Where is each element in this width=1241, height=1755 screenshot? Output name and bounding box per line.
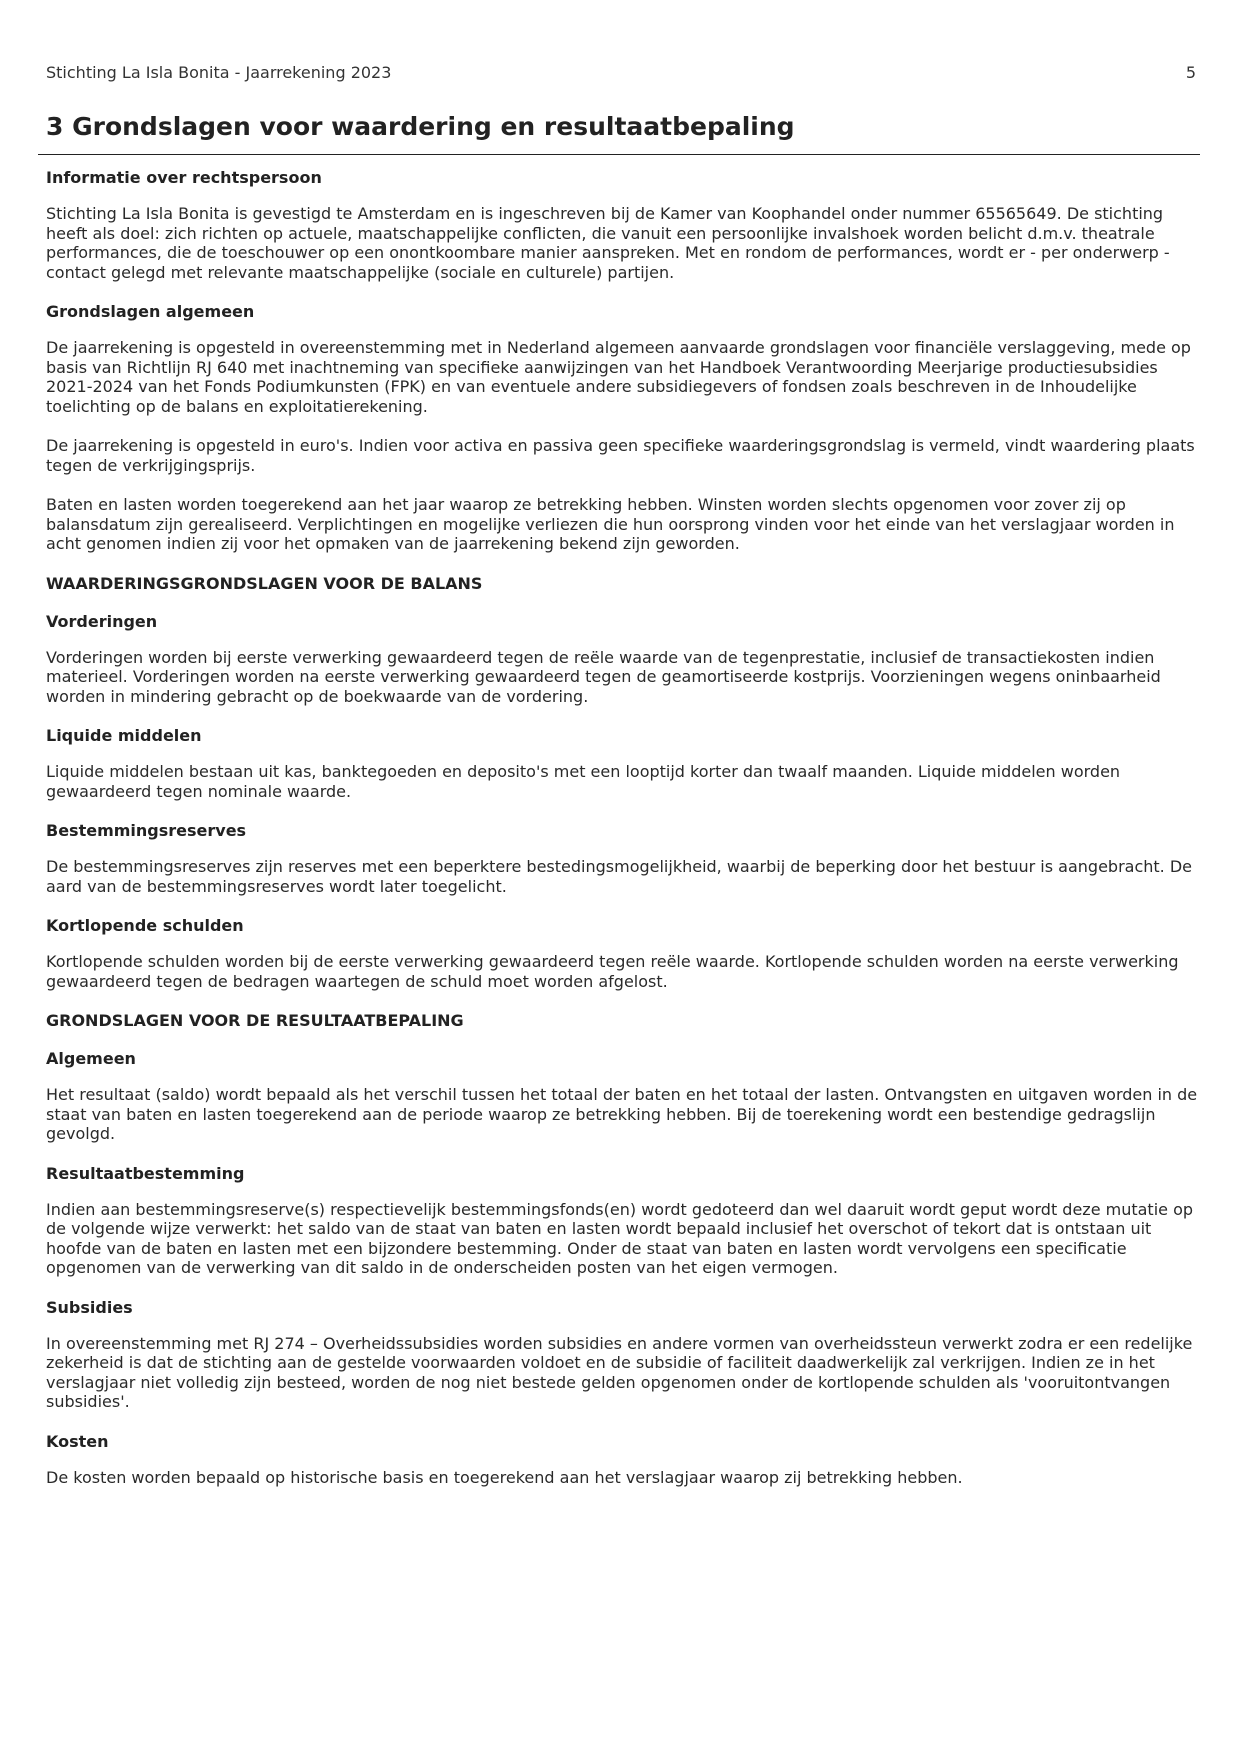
paragraph-resultaatbestemming: Indien aan bestemmingsreserve(s) respectievelijk bestemmingsfonds(en) wordt gedoteerd dan wel daaruit wordt geput wordt deze mutatie op de volgende wijze verwerkt: het saldo van de staat van baten en lasten wordt bepaald inclusief het overschot of tekort dat is ontstaan uit hoofde van de baten en lasten met een bijzondere bestemming. Onder de staat van baten en lasten wordt vervolgens een specificatie opgenomen van de verwerking van dit saldo in de onderscheiden posten van het eigen vermogen.	[46, 1199, 1194, 1277]
paragraph-subsidies: In overeenstemming met RJ 274 – Overheidssubsidies worden subsidies en andere vormen van overheidssteun verwerkt zodra er een redelijke zekerheid is dat de stichting aan de gestelde voorwaarden voldoet en de subsidie of faciliteit daadwerkelijk zal verkrijgen. Indien ze in het verslagjaar niet volledig zijn besteed, worden de nog niet bestede gelden opgenomen onder de kortlopende schulden als 'vooruitontvangen subsidies'.	[46, 1333, 1193, 1411]
paragraph-algemeen-1: De jaarrekening is opgesteld in overeenstemming met in Nederland algemeen aanvaarde grondslagen voor financiële verslaggeving, mede op basis van Richtlijn RJ 640 met inachtneming van specifieke aanwijzingen van het Handboek Verantwoording Meerjarige productiesubsidies 2021-2024 van het Fonds Podiumkunsten (FPK) en van eventuele andere subsidiegevers of fondsen zoals beschreven in de Inhoudelijke toelichting op de balans en exploitatierekening.	[46, 338, 1191, 416]
heading-grondslagen-algemeen: Grondslagen algemeen	[46, 302, 255, 321]
heading-resultaatbestemming: Resultaatbestemming	[46, 1163, 245, 1183]
heading-vorderingen: Vorderingen	[46, 611, 158, 631]
paragraph-liquide-middelen: Liquide middelen bestaan uit kas, banktegoeden en deposito's met een looptijd korter dan twaalf maanden. Liquide middelen worden gewaardeerd tegen nominale waarde.	[46, 762, 1121, 801]
paragraph-resultaat-algemeen: Het resultaat (saldo) wordt bepaald als het verschil tussen het totaal der baten en het totaal der lasten. Ontvangsten en uitgaven worden in de staat van baten en lasten toegerekend aan de periode waarop ze betrekking hebben. Bij de toerekening wordt een bestendige gedragslijn gevolgd.	[46, 1085, 1198, 1143]
paragraph-algemeen-2: De jaarrekening is opgesteld in euro's. Indien voor activa en passiva geen specifieke waarderingsgrondslag is vermeld, vindt waardering plaats tegen de verkrijgingsprijs.	[46, 436, 1195, 475]
heading-kortlopende-schulden: Kortlopende schulden	[46, 916, 244, 935]
page-number: 5	[1185, 63, 1196, 82]
heading-liquide-middelen: Liquide middelen	[46, 726, 202, 745]
paragraph-rechtspersoon: Stichting La Isla Bonita is gevestigd te Amsterdam en is ingeschreven bij de Kamer van Koophandel onder nummer 65565649. De stichting heeft als doel: zich richten op actuele, maatschappelijke conflicten, die vanuit een persoonlijke invalshoek worden belicht d.m.v. theatrale performances, die de toeschouwer op een onontkoombare manier aanspreken. Met en rondom de performances, wordt er - per onderwerp - contact gelegd met relevante maatschappelijke (sociale en culturele) partijen.	[46, 204, 1170, 282]
document-body	[46, 168, 1206, 1507]
title-divider	[38, 154, 1200, 155]
document-title: Stichting La Isla Bonita - Jaarrekening 2023	[46, 63, 392, 82]
heading-kosten: Kosten	[46, 1431, 109, 1451]
paragraph-kortlopende-schulden: Kortlopende schulden worden bij de eerste verwerking gewaardeerd tegen reële waarde. Kortlopende schulden worden na eerste verwerking gewaardeerd tegen de bedragen waartegen de schuld moet worden afgelost.	[46, 952, 1179, 991]
paragraph-kosten: De kosten worden bepaald op historische basis en toegerekend aan het verslagjaar waarop zij betrekking hebben.	[46, 1467, 963, 1487]
heading-bestemmingsreserves: Bestemmingsreserves	[46, 821, 247, 840]
paragraph-bestemmingsreserves: De bestemmingsreserves zijn reserves met een beperktere bestedingsmogelijkheid, waarbij de beperking door het bestuur is aangebracht. De aard van de bestemmingsreserves wordt later toegelicht.	[46, 857, 1192, 896]
chapter-title: 3 Grondslagen voor waardering en resultaatbepaling	[46, 112, 795, 141]
heading-grondslagen-resultaatbepaling: GRONDSLAGEN VOOR DE RESULTAATBEPALING	[46, 1011, 464, 1030]
paragraph-vorderingen: Vorderingen worden bij eerste verwerking gewaardeerd tegen de reële waarde van de tegenprestatie, inclusief de transactiekosten indien materieel. Vorderingen worden na eerste verwerking gewaardeerd tegen de geamortiseerde kostprijs. Voorzieningen wegens oninbaarheid worden in mindering gebracht op de boekwaarde van de vordering.	[46, 647, 1161, 706]
paragraph-algemeen-3: Baten en lasten worden toegerekend aan het jaar waarop ze betrekking hebben. Winsten worden slechts opgenomen voor zover zij op balansdatum zijn gerealiseerd. Verplichtingen en mogelijke verliezen die hun oorsprong vinden voor het einde van het verslagjaar worden in acht genomen indien zij voor het opmaken van de jaarrekening bekend zijn geworden.	[46, 495, 1175, 553]
heading-waarderingsgrondslagen-balans: WAARDERINGSGRONDSLAGEN VOOR DE BALANS	[46, 573, 483, 593]
heading-subsidies: Subsidies	[46, 1297, 133, 1317]
heading-rechtspersoon: Informatie over rechtspersoon	[46, 168, 322, 187]
heading-algemeen: Algemeen	[46, 1049, 136, 1068]
